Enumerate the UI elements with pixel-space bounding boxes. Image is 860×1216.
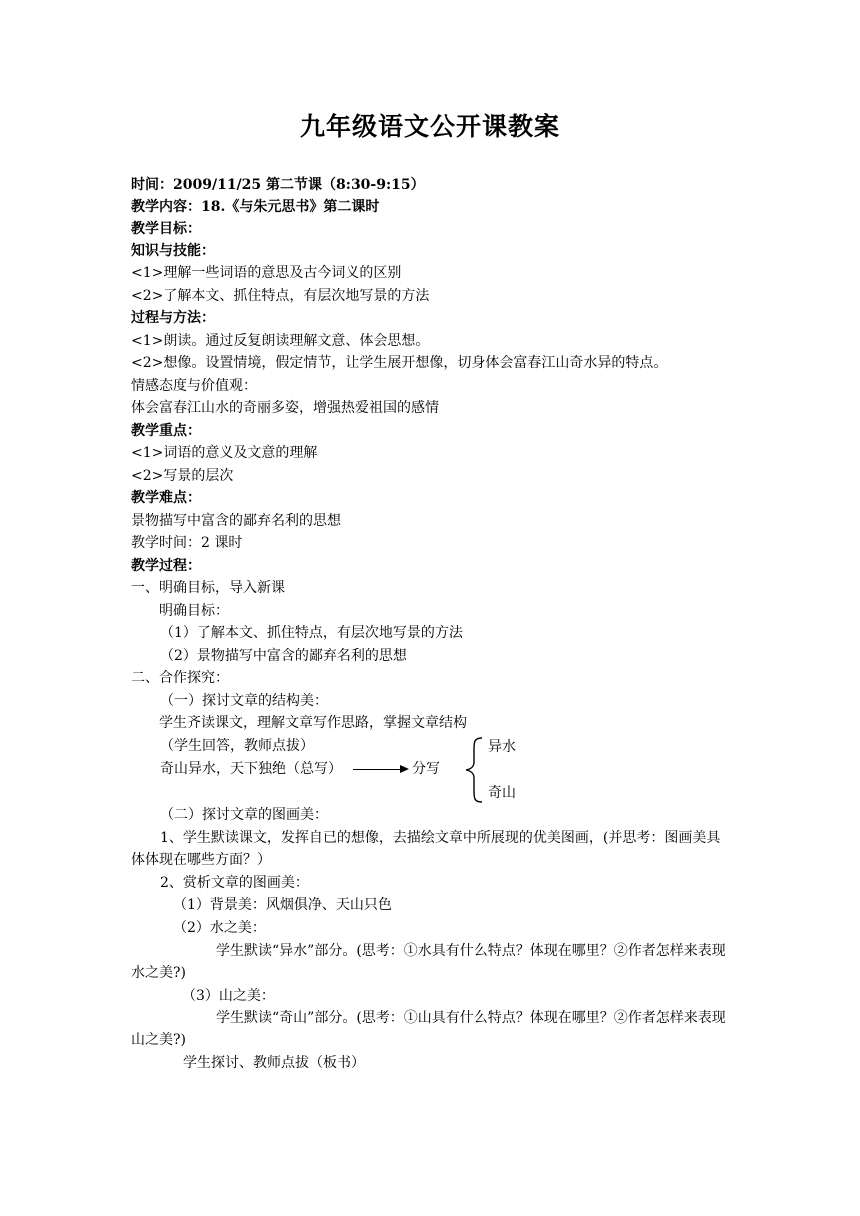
key-item-2: <2>写景的层次 xyxy=(131,468,234,484)
picture-water-text: 学生默读“异水”部分。(思考：①水具有什么特点？体现在哪里？②作者怎样来表现水之美?) xyxy=(131,943,726,981)
structure-qishan: 奇山 xyxy=(488,785,516,801)
page-title: 九年级语文公开课教案 xyxy=(299,112,560,141)
knowledge-heading: 知识与技能： xyxy=(131,243,215,259)
structure-arrow-shaft xyxy=(353,769,405,770)
content-line: 教学内容：18.《与朱元思书》第二课时 xyxy=(131,199,380,215)
step-2-picture-item-2: 2、赏析文章的图画美： xyxy=(160,875,309,891)
picture-background: （1）背景美：风烟俱净、天山只色 xyxy=(173,897,392,913)
hours-line: 教学时间：2 课时 xyxy=(131,535,243,551)
key-item-1: <1>词语的意义及文意的理解 xyxy=(131,445,318,461)
step-1-goal-item-1: （1）了解本文、抓住特点，有层次地写景的方法 xyxy=(160,625,463,641)
step-2-structure: （一）探讨文章的结构美： xyxy=(160,693,328,709)
step-1-goal-item-2: （2）景物描写中富含的鄙弃名利的思想 xyxy=(160,648,407,664)
step-1: 一、明确目标，导入新课 xyxy=(131,580,285,596)
structure-arrow-head xyxy=(400,765,409,773)
step-2-picture: （二）探讨文章的图画美： xyxy=(160,807,328,823)
picture-mountain-text: 学生默读“奇山”部分。(思考：①山具有什么特点？体现在哪里？②作者怎样来表现山之美?) xyxy=(131,1010,726,1048)
structure-summary: 奇山异水，天下独绝（总写） xyxy=(160,761,342,777)
step-2-answer: （学生回答，教师点拔） xyxy=(160,738,314,754)
knowledge-item-2: <2>了解本文、抓住特点，有层次地写景的方法 xyxy=(131,288,430,304)
process-item-1: <1>朗读。通过反复朗读理解文意、体会思想。 xyxy=(131,333,430,349)
picture-mountain: （3）山之美： xyxy=(182,988,275,1004)
emotion-heading: 情感态度与价值观： xyxy=(131,378,257,394)
process-heading: 过程与方法： xyxy=(131,310,215,326)
structure-brace xyxy=(462,736,484,804)
picture-water: （2）水之美： xyxy=(173,920,266,936)
knowledge-item-1: <1>理解一些词语的意思及古今词义的区别 xyxy=(131,265,402,281)
emotion-text: 体会富春江山水的奇丽多姿，增强热爱祖国的感情 xyxy=(131,400,439,416)
process-item-2: <2>想像。设置情境，假定情节，让学生展开想像，切身体会富春江山奇水异的特点。 xyxy=(131,355,668,371)
difficulty-heading: 教学难点： xyxy=(131,490,201,506)
goal-heading: 教学目标： xyxy=(131,221,201,237)
step-2-structure-text: 学生齐读课文，理解文章写作思路，掌握文章结构 xyxy=(159,715,467,731)
time-line: 时间：2009/11/25 第二节课（8:30-9:15） xyxy=(131,177,425,193)
step-2: 二、合作探究： xyxy=(131,670,229,686)
steps-heading: 教学过程： xyxy=(131,558,201,574)
structure-fenxie: 分写 xyxy=(412,761,440,777)
structure-yishui: 异水 xyxy=(488,739,516,755)
step-2-picture-item-1: 1、学生默读课文，发挥自已的想像，去描绘文章中所展现的优美图画，(并思考：图画美具体体现在哪些方面？） xyxy=(131,830,721,868)
difficulty-text: 景物描写中富含的鄙弃名利的思想 xyxy=(131,513,341,529)
key-heading: 教学重点： xyxy=(131,423,201,439)
step-2-discussion: 学生探讨、教师点拔（板书） xyxy=(183,1055,365,1071)
step-1-goal: 明确目标： xyxy=(159,603,229,619)
